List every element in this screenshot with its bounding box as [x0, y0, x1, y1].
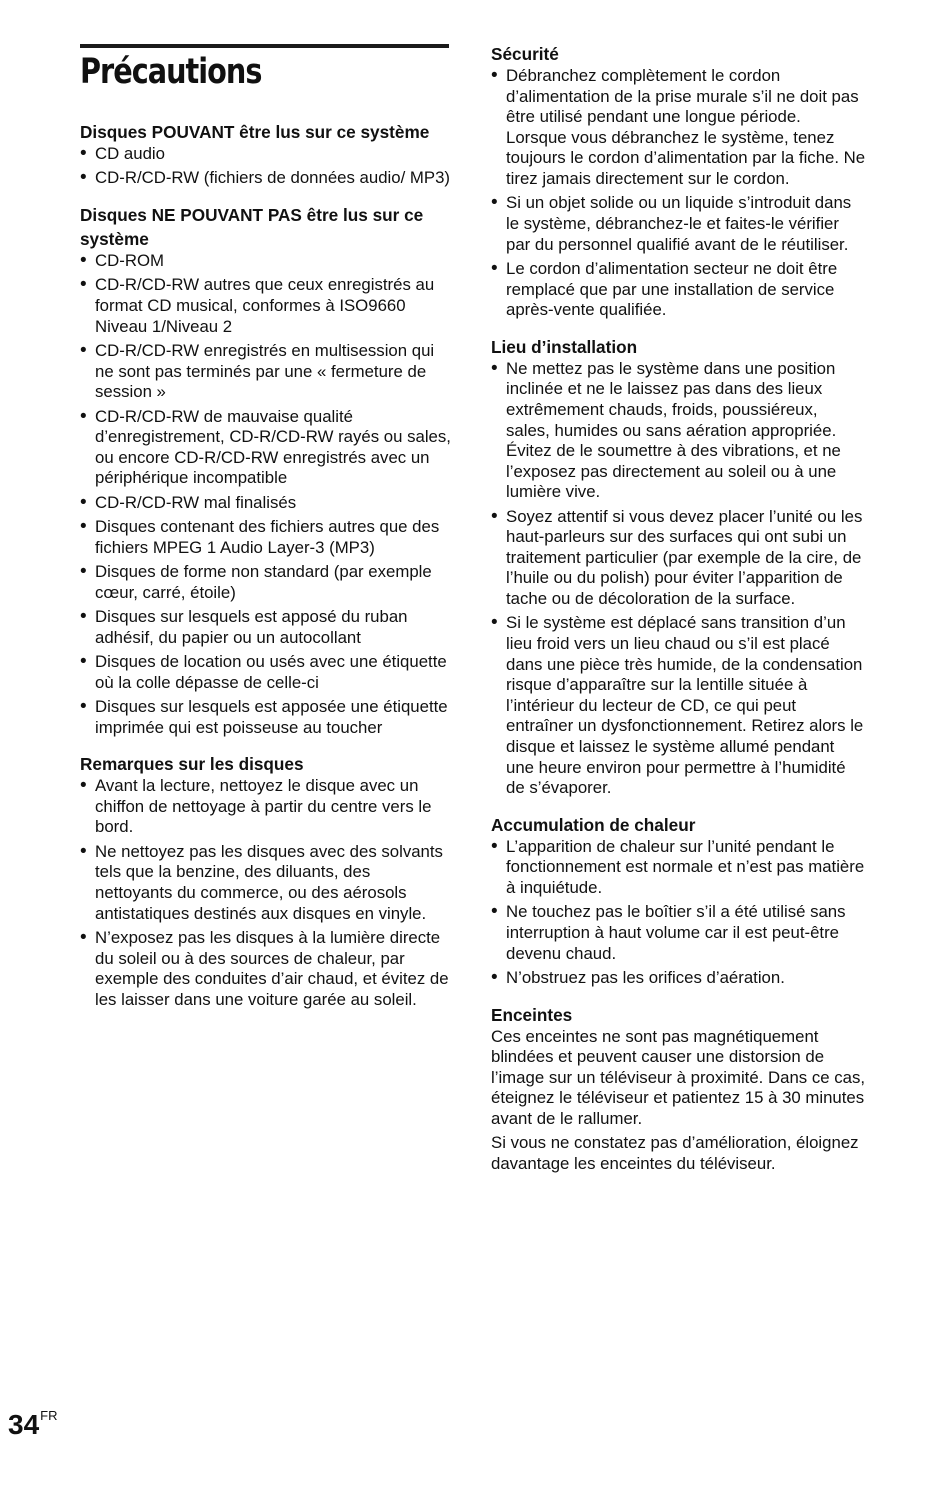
bullet-item: • N’exposez pas les disques à la lumière directe du soleil ou à des sources de chaleur, par exemple des conduites d’air chaud, et évitez de les laisser dans une voiture garée au soleil. — [80, 928, 452, 1010]
body-paragraph: Ces enceintes ne sont pas magnétiquement blindées et peuvent causer une distorsion de l’image sur un téléviseur à proximité. Dans ce cas, éteignez le téléviseur et patientez 15 à 30 minutes avant de le rallumer. — [491, 1026, 866, 1128]
page-number-value: 34 — [8, 1409, 40, 1440]
section — [491, 335, 866, 799]
title-rule — [80, 44, 449, 48]
bullet-item: • CD-R/CD-RW autres que ceux enregistrés au format CD musical, conformes à ISO9660 Niveau 1/Niveau 2 — [80, 275, 452, 337]
page-title: Précautions — [80, 52, 262, 92]
bullet-item: • Disques sur lesquels est apposée une étiquette imprimée qui est poisseuse au toucher — [80, 697, 452, 738]
section-heading: Enceintes — [491, 1004, 573, 1025]
bullet-item: • Disques de location ou usés avec une étiquette où la colle dépasse de celle-ci — [80, 652, 452, 693]
section — [491, 42, 866, 321]
page-language-code: FR — [40, 1408, 58, 1423]
bullet-list — [80, 251, 452, 738]
section — [80, 752, 452, 1010]
bullet-item: • Disques contenant des fichiers autres que des fichiers MPEG 1 Audio Layer-3 (MP3) — [80, 517, 452, 558]
bullet-item: • Si le système est déplacé sans transition d’un lieu froid vers un lieu chaud ou s’il est placé dans une pièce très humide, de la condensation risque d’apparaître sur la lentille située à l’intérieur du lecteur de CD, ce qui peut entraîner un dysfonctionnement. Retirez alors le disque et laissez le système allumé pendant une heure environ pour permettre à l’humidité de s’évaporer. — [491, 613, 866, 798]
section-heading: Sécurité — [491, 44, 559, 64]
bullet-list — [491, 66, 866, 321]
section — [80, 203, 452, 738]
bullet-item: • N’obstruez pas les orifices d’aération. — [491, 968, 866, 989]
bullet-item: • Le cordon d’alimentation secteur ne doit être remplacé que par une installation de service après-vente qualifiée. — [491, 259, 866, 321]
bullet-item: • CD-R/CD-RW de mauvaise qualité d’enregistrement, CD-R/CD-RW rayés ou sales, ou encore CD-R/CD-RW enregistrés avec un périphérique incompatible — [80, 407, 452, 489]
page-number — [8, 1396, 58, 1445]
bullet-item: • Ne mettez pas le système dans une position inclinée et ne le laissez pas dans des lieux extrêmement chauds, froids, poussiéreux, sales, humides ou sans aération appropriée. Évitez de le soumettre à des vibrations, et ne l’exposez pas directement au soleil ou à une lumière vive. — [491, 359, 866, 503]
bullet-item: • Ne nettoyez pas les disques avec des solvants tels que la benzine, des diluants, des nettoyants du commerce, ou des aérosols antistatiques destinés aux disques en vinyle. — [80, 842, 452, 924]
left-column — [80, 120, 452, 1024]
bullet-item: • Débranchez complètement le cordon d’alimentation de la prise murale s’il ne doit pas être utilisé pendant une longue période. Lorsque vous débranchez le système, tenez toujours le cordon d’alimentation par la fiche. Ne tirez jamais directement sur le cordon. — [491, 66, 866, 190]
section-heading: Remarques sur les disques — [80, 754, 304, 775]
bullet-item: • Disques sur lesquels est apposé du ruban adhésif, du papier ou un autocollant — [80, 607, 452, 648]
bullet-item: • L’apparition de chaleur sur l’unité pendant le fonctionnement est normale et n’est pas matière à inquiétude. — [491, 837, 866, 899]
bullet-item: • Soyez attentif si vous devez placer l’unité ou les haut-parleurs sur des surfaces qui ont subi un traitement particulier (par exemple de la cire, de l’huile ou du polish) pour éviter l’apparition de tache ou de décoloration de la surface. — [491, 507, 866, 610]
bullet-list — [491, 837, 866, 989]
section — [491, 813, 866, 989]
bullet-list — [80, 776, 452, 1010]
section — [491, 1003, 866, 1175]
bullet-item: • CD-R/CD-RW enregistrés en multisession qui ne sont pas terminés par une « fermeture de session » — [80, 341, 452, 403]
section-heading: Disques NE POUVANT PAS être lus sur ce système — [80, 204, 424, 249]
section-heading: Lieu d’installation — [491, 336, 638, 357]
bullet-list — [491, 359, 866, 799]
bullet-item: • Avant la lecture, nettoyez le disque avec un chiffon de nettoyage à partir du centre vers le bord. — [80, 776, 452, 838]
bullet-item: • CD-ROM — [80, 251, 452, 272]
body-paragraph: Si vous ne constatez pas d’amélioration, éloignez davantage les enceintes du téléviseur. — [491, 1133, 859, 1173]
bullet-item: • CD-R/CD-RW mal finalisés — [80, 493, 452, 514]
right-column — [491, 42, 866, 1188]
bullet-item: • CD-R/CD-RW (fichiers de données audio/ MP3) — [80, 168, 452, 189]
section — [80, 120, 452, 189]
bullet-item: • CD audio — [80, 144, 452, 165]
bullet-list — [80, 144, 452, 189]
section-heading: Disques POUVANT être lus sur ce système — [80, 122, 430, 142]
bullet-item: • Disques de forme non standard (par exemple cœur, carré, étoile) — [80, 562, 452, 603]
bullet-item: • Si un objet solide ou un liquide s’introduit dans le système, débranchez-le et faites-le vérifier par du personnel qualifié avant de le réutiliser. — [491, 193, 866, 255]
bullet-item: • Ne touchez pas le boîtier s’il a été utilisé sans interruption à haut volume car il est peut-être devenu chaud. — [491, 902, 866, 964]
section-heading: Accumulation de chaleur — [491, 814, 696, 835]
